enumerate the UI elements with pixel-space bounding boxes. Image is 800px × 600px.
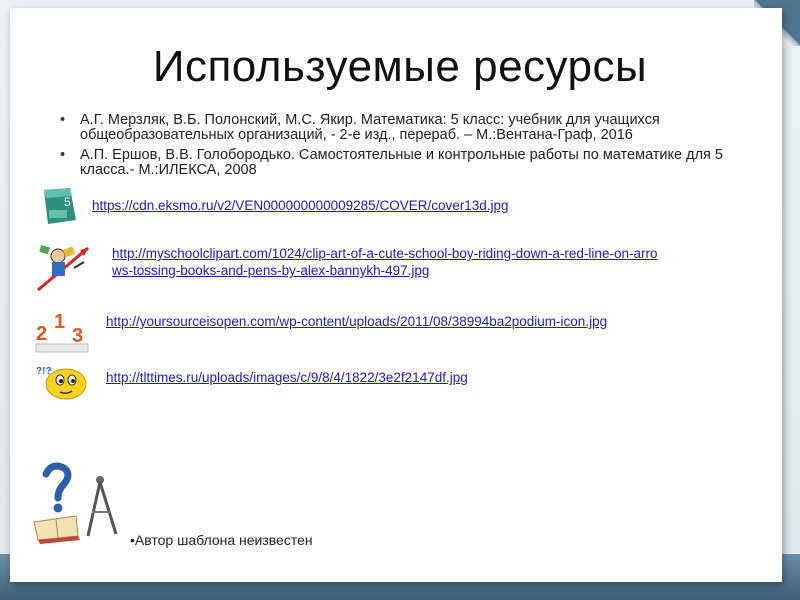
schoolboy-clipart-icon <box>34 240 92 294</box>
resource-link[interactable]: http://tlttimes.ru/uploads/images/c/9/8/4/1822/3e2f2147df.jpg <box>106 370 468 385</box>
podium-number: 3 <box>72 325 84 347</box>
thinking-smiley-icon <box>34 362 90 402</box>
reference-item: • А.П. Ершов, В.В. Голобородько. Самостоятельные и контрольные работы по математике для 5 класса.- М.:ИЛЕКСА, 2008 <box>60 148 750 178</box>
podium-icon <box>34 306 90 354</box>
reference-item: • А.Г. Мерзляк, В.Б. Полонский, М.С. Якир. Математика: 5 класс: учебник для учащихся общеобразовательных организаций, - 2-е изд., перераб. – М.:Вентана-Граф, 2016 <box>60 113 750 143</box>
question-compass-book-icon <box>28 460 128 544</box>
resource-link-line1[interactable]: http://myschoolclipart.com/1024/clip-art-of-a-cute-school-boy-riding-down-a-red-line-on-arro <box>112 246 658 261</box>
book-cover-icon <box>40 186 80 226</box>
question-marks: ?!? <box>36 366 52 377</box>
author-note: •Автор шаблона неизвестен <box>130 532 313 548</box>
podium-number: 2 <box>36 323 48 345</box>
svg-text:5: 5 <box>64 195 71 209</box>
podium-number: 1 <box>54 311 66 333</box>
slide-title: Используемые ресурсы <box>152 42 648 91</box>
resource-link[interactable]: https://cdn.eksmo.ru/v2/VEN000000000009285/COVER/cover13d.jpg <box>92 198 509 213</box>
resource-link[interactable]: http://yoursourceisopen.com/wp-content/uploads/2011/08/38994ba2podium-icon.jpg <box>106 314 608 329</box>
reference-list <box>60 113 750 183</box>
resource-link-line2[interactable]: ws-tossing-books-and-pens-by-alex-bannykh-497.jpg <box>112 263 430 278</box>
